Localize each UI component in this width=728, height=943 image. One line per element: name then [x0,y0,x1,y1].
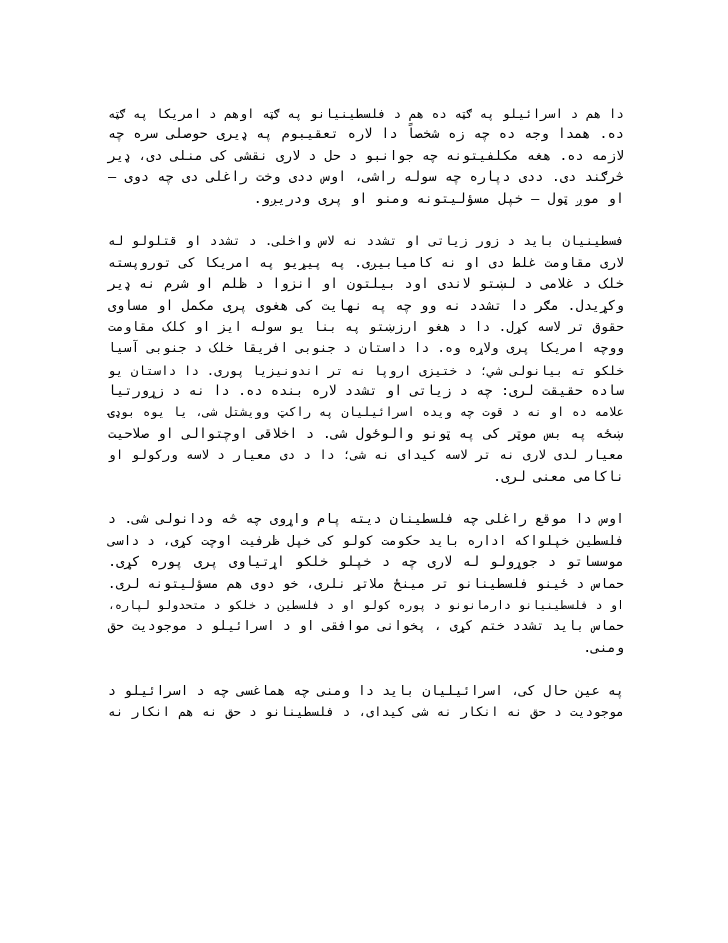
text-line: فسطینیان باید د زور زیاتی او تشدد نه لاس واخلی. د تشدد او قتلولو له [108,234,624,250]
text-line: علامه ده او نه د قوت چه ویده اسرائیلیان په راکټ وویشتل شی، یا یوه بوډۍ [108,405,624,420]
text-line: وکړیدل. مګر دا تشدد نه وو چه په نهایت کی هغوی پری مکمل او مساوی [108,297,624,314]
paragraph-4 [108,681,624,724]
paragraph-3 [108,509,624,659]
text-line: په عین حال کی، اسرائیلیان باید دا ومنی چه هماغسی چه د اسرائیلو د [108,683,624,699]
text-line: لازمه ده. هغه مکلفیتونه چه جوانبو د حل د لاری نقشی کی منلی دی، ډیر [108,148,624,164]
text-line: معیار لدی لاری نه تر لاسه کیدای نه شی؛ دا د دی معیار د لاسه ورکولو او [108,448,624,464]
text-line: موسساتو د جوړولو له لاری چه د خپلو خلکو اړتیاوی پری پوره کړی. [108,554,624,571]
text-line: اوس دا موقع راغلی چه فلسطینان دیته پام واړوی چه څه ودانولی شی. د [108,512,624,528]
paragraph-spacer [108,210,624,231]
text-line: دا هم د اسرائیلو په ګټه ده هم د فلسطینیانو په ګټه اوهم د امریکا په ګټه [108,106,624,121]
text-line: موجودیت د حق نه انکار نه شی کیدای، د فلسطینانو د حق نه هم انکار نه [108,704,624,720]
paragraph-2 [108,231,624,488]
text-line: حقوق تر لاسه کړل. دا د هغو ارزښتو په بنا یو سوله ایز او کلک مقاومت [108,319,624,335]
text-line: او موږ ټول – خپل مسؤلیتونه ومنو او پری ودریږو. [253,190,624,207]
text-line: ومنی. [583,639,624,656]
text-line: فلسطین خپلواکه اداره باید حکومت کولو کی خپل ظرفیت اوچت کړی، د داسی [108,533,624,549]
text-line: لاری مقاومت غلط دی او نه کامیابیږی. په پیړیو په امریکا کی توروپسته [108,255,624,271]
paragraph-1 [108,103,624,210]
text-line: خلک د غلامی د لښتو لاندی اود بیلتون او انزوا د ظلم او شرم نه ډیر [108,276,624,293]
text-line: ښځه په بس موټر کی په ټونو والوځول شی. د اخلاقی اوچتوالی او صلاحیت [108,425,624,442]
text-line: څرګند دی. ددی دپاره چه سوله راشی، اوس ددی وخت راغلی دی چه دوی – [108,169,624,186]
text-line: ناکامی معنی لری. [493,468,624,485]
text-line: او د فلسطینیانو دارمانونو د پوره کولو او د فلسطین د خلکو د متحدولو لپاره، [108,597,624,612]
paragraph-spacer [108,488,624,509]
text-line: ساده حقیقت لری: چه د زیاتی او تشدد لاره بنده ده. دا نه د زړورتیا [108,383,624,400]
text-line: ده. همدا وجه ده چه زه شخصاً دا لاره تعقیبوم په ډیری حوصلی سره چه [108,126,624,143]
text-line: خلکو ته بیانولی شي؛ د ختیزی اروپا نه تر اندونیزیا پوری. دا داستان یو [108,362,624,378]
document-page [108,103,624,723]
text-line: ووچه امریکا پری ولاړه وه. دا داستان د جنوبی افریقا خلک د جنوبی آسیا [108,341,624,357]
text-line: حماس د ځینو فلسطینانو تر مینځ ملاتړ نلری، خو دوی هم مسؤلیتونه لری. [107,576,624,592]
text-line: حماس باید تشدد ختم کړی ، پخوانی موافقی او د اسرائیلو د موجودیت حق [108,619,624,635]
paragraph-spacer [108,659,624,680]
